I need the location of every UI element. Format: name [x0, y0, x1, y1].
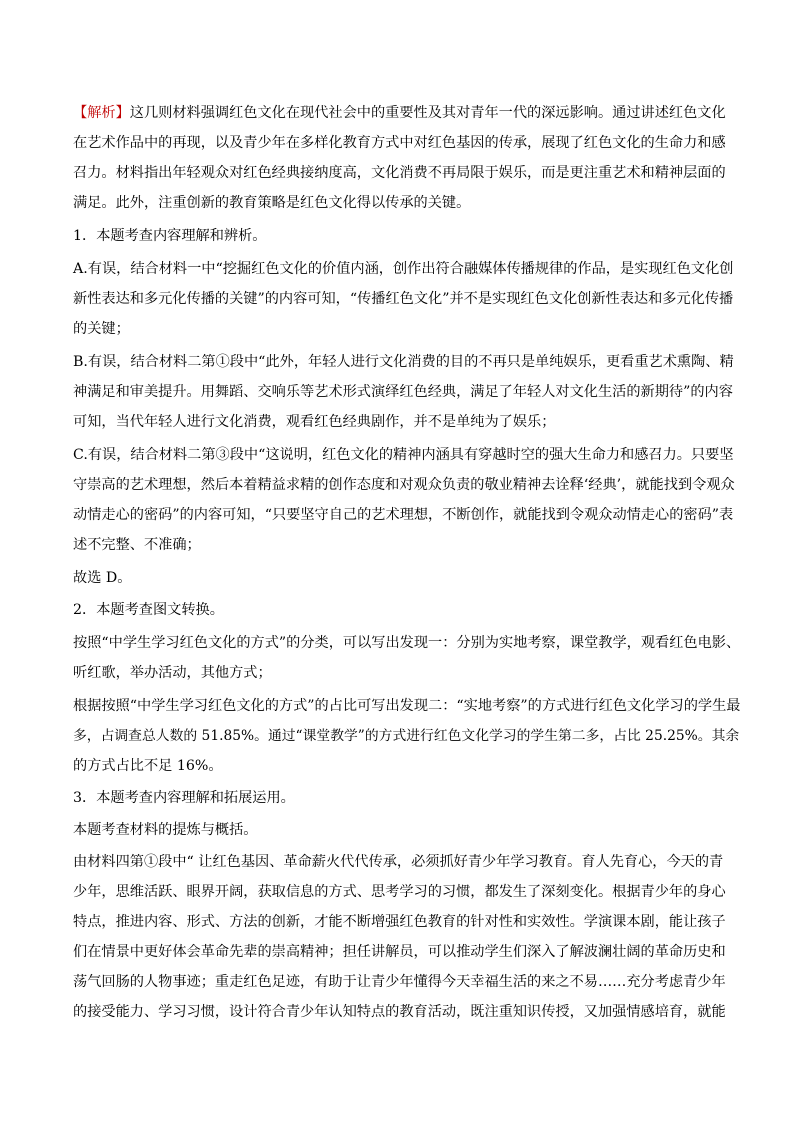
option-a-line-2: 新性表达和多元化传播的关键”的内容可知，“传播红色文化”并不是实现红色文化创新性表达和多元化传播: [73, 291, 734, 307]
option-b-line-3: 可知，当代年轻人进行文化消费，观看红色经典剧作，并不是单纯为了娱乐；: [73, 414, 556, 430]
q3-subheading: 本题考查材料的提炼与概括。: [73, 822, 258, 838]
option-c-line-1: C.有误，结合材料二第③段中“这说明，红色文化的精神内涵具有穿越时空的强大生命力和感召力。只要坚: [73, 447, 734, 463]
analysis-tag: 【解析】: [73, 105, 130, 121]
question-3-heading: 3．本题考查内容理解和拓展运用。: [73, 790, 295, 806]
answer-choice: 故选 D。: [73, 570, 132, 586]
question-2-heading: 2．本题考查图文转换。: [73, 602, 224, 618]
q3-text-line-1: 由材料四第①段中“ 让红色基因、革命薪火代代传承，必须抓好青少年学习教育。育人先育心，今天的青: [73, 854, 724, 870]
q2-finding-1-line-2: 听红歌，举办活动，其他方式；: [73, 665, 272, 681]
analysis-line-3: 召力。材料指出年轻观众对红色经典接纳度高，文化消费不再局限于娱乐，而是更注重艺术和精神层面的: [73, 165, 726, 181]
option-c-line-4: 述不完整、不准确；: [73, 537, 201, 553]
q2-finding-2-line-3: 的方式占比不足 16%。: [73, 758, 223, 774]
option-b-line-1: B.有误，结合材料二第①段中“此外，年轻人进行文化消费的目的不再只是单纯娱乐，更看重艺术熏陶、精: [73, 354, 734, 370]
q2-finding-2-line-1: 根据按照“中学生学习红色文化的方式”的占比可写出发现二：“实地考察”的方式进行红色文化学习的学生最: [73, 698, 741, 714]
option-a-line-3: 的关键；: [73, 321, 130, 337]
q2-finding-2-line-2: 多，占调查总人数的 51.85%。通过“课堂教学”的方式进行红色文化学习的学生第二多，占比 25.25%。其余: [73, 728, 740, 744]
q3-text-line-6: 的接受能力、学习习惯，设计符合青少年认知特点的教育活动，既注重知识传授，又加强情感培育，就能: [73, 1004, 726, 1020]
question-1-heading: 1．本题考查内容理解和辨析。: [73, 228, 267, 244]
analysis-line-4: 满足。此外，注重创新的教育策略是红色文化得以传承的关键。: [73, 195, 471, 211]
analysis-line-1: 【解析】这几则材料强调红色文化在现代社会中的重要性及其对青年一代的深远影响。通过讲述红色文化: [73, 105, 726, 121]
option-c-line-2: 守崇高的艺术理想，然后本着精益求精的创作态度和对观众负责的敬业精神去诠释‘经典’，就能找到令观众: [73, 477, 735, 493]
option-c-line-3: 动情走心的密码”的内容可知，“只要坚守自己的艺术理想，不断创作，就能找到令观众动情走心的密码”表: [73, 507, 734, 523]
q3-text-line-3: 特点，推进内容、形式、方法的创新，才能不断增强红色教育的针对性和实效性。学演课本剧，能让孩子: [73, 914, 726, 930]
q3-text-line-5: 荡气回肠的人物事迹；重走红色足迹，有助于让青少年懂得今天幸福生活的来之不易……充分考虑青少年: [73, 974, 726, 990]
analysis-line-2: 在艺术作品中的再现，以及青少年在多样化教育方式中对红色基因的传承，展现了红色文化的生命力和感: [73, 135, 726, 151]
option-a-line-1: A.有误，结合材料一中“挖掘红色文化的价值内涵，创作出符合融媒体传播规律的作品，是实现红色文化创: [73, 261, 734, 277]
q2-finding-1-line-1: 按照“中学生学习红色文化的方式”的分类，可以写出发现一：分别为实地考察，课堂教学，观看红色电影、: [73, 635, 741, 651]
option-b-line-2: 神满足和审美提升。用舞蹈、交响乐等艺术形式演绎红色经典，满足了年轻人对文化生活的新期待”的内容: [73, 384, 733, 400]
q3-text-line-4: 们在情景中更好体会革命先辈的崇高精神；担任讲解员，可以推动学生们深入了解波澜壮阔的革命历史和: [73, 944, 726, 960]
q3-text-line-2: 少年，思维活跃、眼界开阔，获取信息的方式、思考学习的习惯，都发生了深刻变化。根据青少年的身心: [73, 884, 726, 900]
